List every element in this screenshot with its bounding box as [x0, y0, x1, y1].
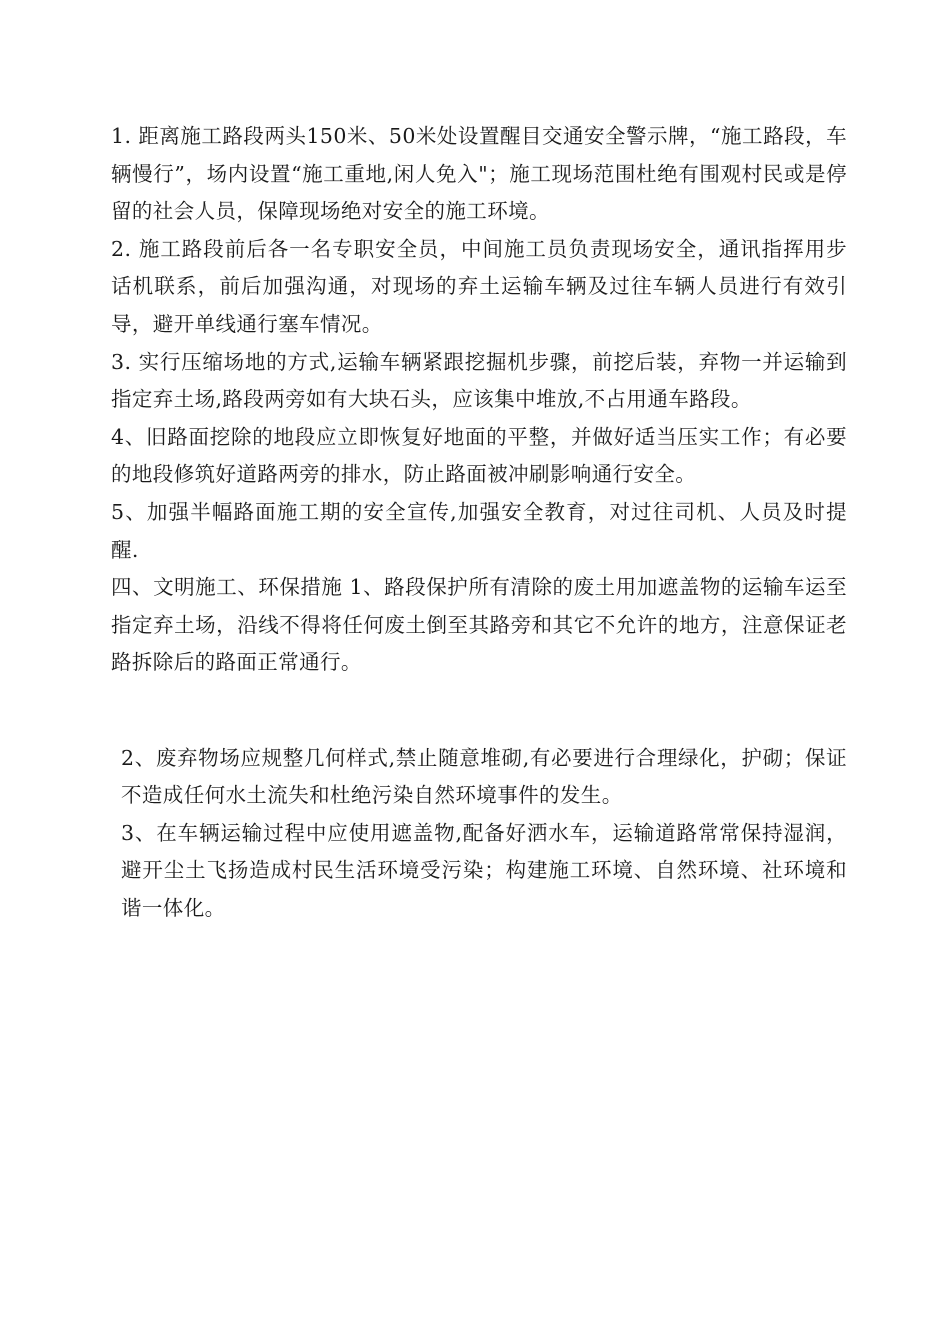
document-body	[111, 118, 847, 927]
paragraph-2: 2. 施工路段前后各一名专职安全员，中间施工员负责现场安全，通讯指挥用步话机联系，前后加强沟通，对现场的弃土运输车辆及过往车辆人员进行有效引导，避开单线通行塞车情况。	[111, 236, 847, 336]
blank-line	[111, 682, 847, 720]
paragraph-1: 1. 距离施工路段两头150米、50米处设置醒目交通安全警示牌，“施工路段，车辆慢行”，场内设置“施工重地,闲人免入"；施工现场范围杜绝有围观村民或是停留的社会人员，保障现场绝对安全的施工环境。	[111, 124, 847, 224]
environment-item-3: 3、在车辆运输过程中应使用遮盖物,配备好洒水车，运输道路常常保持湿润，避开尘土飞扬造成村民生活环境受污染；构建施工环境、自然环境、社环境和谐一体化。	[121, 820, 847, 920]
environment-item-2: 2、废弃物场应规整几何样式,禁止随意堆砌,有必要进行合理绿化，护砌；保证不造成任何水土流失和杜绝污染自然环境事件的发生。	[121, 745, 847, 808]
paragraph-3: 3. 实行压缩场地的方式,运输车辆紧跟挖掘机步骤，前挖后装，弃物一并运输到指定弃土场,路段两旁如有大块石头，应该集中堆放,不占用通车路段。	[111, 349, 847, 412]
blank-line-small	[111, 720, 847, 740]
paragraph-4: 4、旧路面挖除的地段应立即恢复好地面的平整，并做好适当压实工作；有必要的地段修筑好道路两旁的排水，防止路面被冲刷影响通行安全。	[111, 424, 847, 487]
paragraph-5: 5、加强半幅路面施工期的安全宣传,加强安全教育，对过往司机、人员及时提醒.	[111, 499, 847, 562]
section-four-paragraph: 四、文明施工、环保措施 1、路段保护所有清除的废土用加遮盖物的运输车运至指定弃土场，沿线不得将任何废土倒至其路旁和其它不允许的地方，注意保证老路拆除后的路面正常通行。	[111, 575, 847, 675]
